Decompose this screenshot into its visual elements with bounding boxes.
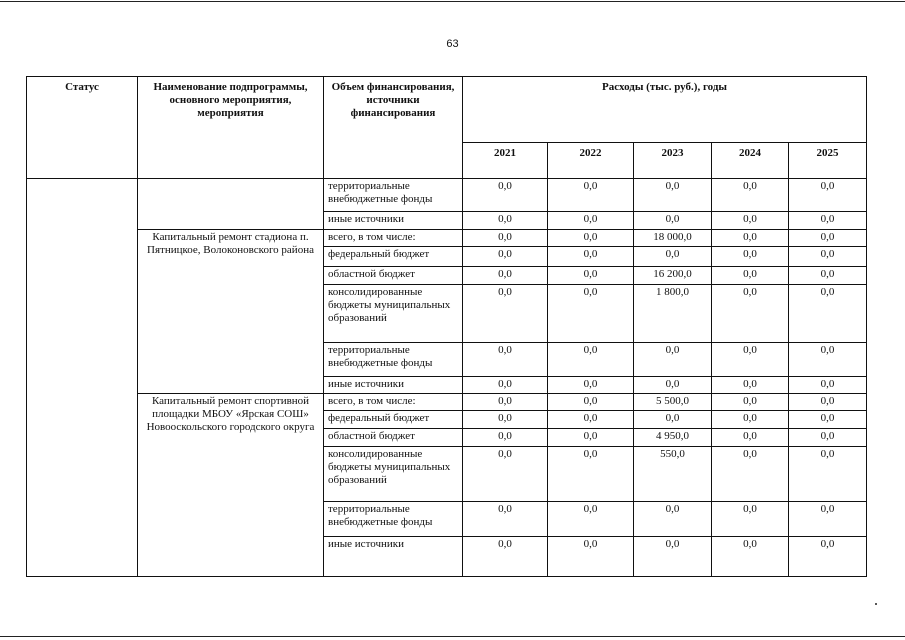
amount-cell: 0,0 (463, 447, 548, 502)
amount-cell: 0,0 (463, 394, 548, 411)
amount-cell: 0,0 (789, 343, 867, 377)
amount-cell: 0,0 (789, 212, 867, 230)
scan-edge-top (0, 1, 905, 2)
amount-cell: 0,0 (789, 537, 867, 577)
amount-cell: 0,0 (463, 429, 548, 447)
amount-cell: 0,0 (463, 285, 548, 343)
amount-cell: 0,0 (634, 212, 712, 230)
amount-cell: 0,0 (712, 343, 789, 377)
header-year: 2025 (789, 143, 867, 179)
amount-cell: 0,0 (789, 230, 867, 247)
page-number: 63 (446, 38, 459, 50)
amount-cell: 0,0 (548, 537, 634, 577)
amount-cell: 0,0 (634, 377, 712, 394)
amount-cell: 0,0 (789, 285, 867, 343)
amount-cell: 0,0 (712, 377, 789, 394)
header-name: Наименование подпрограммы, основного мероприятия, мероприятия (138, 77, 324, 179)
activity-name-cell: Капитальный ремонт стадиона п. Пятницкое, Волоконовского района (138, 230, 324, 394)
header-year: 2021 (463, 143, 548, 179)
amount-cell: 0,0 (789, 377, 867, 394)
amount-cell: 0,0 (712, 447, 789, 502)
amount-cell: 0,0 (548, 267, 634, 285)
amount-cell: 0,0 (712, 394, 789, 411)
amount-cell: 0,0 (548, 429, 634, 447)
amount-cell: 0,0 (789, 411, 867, 429)
scan-edge-bottom (0, 636, 905, 637)
amount-cell: 0,0 (712, 429, 789, 447)
table-row (27, 179, 867, 212)
amount-cell: 0,0 (463, 179, 548, 212)
amount-cell: 0,0 (789, 394, 867, 411)
amount-cell: 0,0 (712, 230, 789, 247)
amount-cell: 0,0 (712, 537, 789, 577)
funding-source-cell: федеральный бюджет (324, 247, 463, 267)
amount-cell: 0,0 (548, 179, 634, 212)
amount-cell: 0,0 (463, 247, 548, 267)
amount-cell: 0,0 (634, 502, 712, 537)
amount-cell: 0,0 (789, 267, 867, 285)
amount-cell: 0,0 (634, 343, 712, 377)
amount-cell: 0,0 (712, 411, 789, 429)
funding-source-cell: областной бюджет (324, 267, 463, 285)
activity-name-cell: Капитальный ремонт спортивной площадки МБОУ «Ярская СОШ» Новооскольского городского округа (138, 394, 324, 577)
amount-cell: 0,0 (789, 447, 867, 502)
funding-source-cell: территориальные внебюджетные фонды (324, 502, 463, 537)
amount-cell: 0,0 (789, 429, 867, 447)
amount-cell: 0,0 (548, 343, 634, 377)
header-expenses: Расходы (тыс. руб.), годы (463, 77, 867, 143)
amount-cell: 1 800,0 (634, 285, 712, 343)
amount-cell: 0,0 (634, 537, 712, 577)
activity-name-cell (138, 179, 324, 230)
funding-source-cell: консолидированные бюджеты муниципальных образований (324, 447, 463, 502)
amount-cell: 0,0 (548, 377, 634, 394)
funding-source-cell: всего, в том числе: (324, 394, 463, 411)
funding-source-cell: иные источники (324, 212, 463, 230)
scan-speck (875, 603, 877, 605)
table-row (27, 230, 867, 247)
budget-table (26, 76, 867, 577)
table-body (27, 179, 867, 577)
funding-source-cell: территориальные внебюджетные фонды (324, 179, 463, 212)
amount-cell: 0,0 (548, 247, 634, 267)
amount-cell: 0,0 (548, 212, 634, 230)
table-header (27, 77, 867, 179)
funding-source-cell: федеральный бюджет (324, 411, 463, 429)
amount-cell: 0,0 (463, 230, 548, 247)
amount-cell: 0,0 (548, 411, 634, 429)
amount-cell: 0,0 (463, 267, 548, 285)
amount-cell: 0,0 (789, 247, 867, 267)
amount-cell: 0,0 (789, 179, 867, 212)
amount-cell: 0,0 (548, 502, 634, 537)
amount-cell: 0,0 (463, 377, 548, 394)
amount-cell: 0,0 (789, 502, 867, 537)
amount-cell: 0,0 (712, 502, 789, 537)
amount-cell: 550,0 (634, 447, 712, 502)
funding-source-cell: территориальные внебюджетные фонды (324, 343, 463, 377)
amount-cell: 0,0 (548, 394, 634, 411)
amount-cell: 16 200,0 (634, 267, 712, 285)
header-status: Статус (27, 77, 138, 179)
amount-cell: 0,0 (712, 267, 789, 285)
amount-cell: 0,0 (712, 212, 789, 230)
amount-cell: 0,0 (548, 285, 634, 343)
amount-cell: 0,0 (463, 502, 548, 537)
amount-cell: 0,0 (463, 343, 548, 377)
amount-cell: 5 500,0 (634, 394, 712, 411)
amount-cell: 0,0 (548, 230, 634, 247)
amount-cell: 0,0 (548, 447, 634, 502)
amount-cell: 0,0 (634, 411, 712, 429)
amount-cell: 0,0 (463, 212, 548, 230)
amount-cell: 0,0 (712, 247, 789, 267)
amount-cell: 18 000,0 (634, 230, 712, 247)
header-year: 2023 (634, 143, 712, 179)
amount-cell: 0,0 (634, 247, 712, 267)
header-year: 2022 (548, 143, 634, 179)
header-year: 2024 (712, 143, 789, 179)
funding-source-cell: консолидированные бюджеты муниципальных образований (324, 285, 463, 343)
amount-cell: 4 950,0 (634, 429, 712, 447)
header-volume: Объем финансирования, источники финансирования (324, 77, 463, 179)
funding-source-cell: всего, в том числе: (324, 230, 463, 247)
amount-cell: 0,0 (712, 179, 789, 212)
amount-cell: 0,0 (463, 411, 548, 429)
funding-source-cell: областной бюджет (324, 429, 463, 447)
funding-source-cell: иные источники (324, 377, 463, 394)
amount-cell: 0,0 (634, 179, 712, 212)
amount-cell: 0,0 (712, 285, 789, 343)
status-cell (27, 179, 138, 577)
amount-cell: 0,0 (463, 537, 548, 577)
table-row (27, 394, 867, 411)
funding-source-cell: иные источники (324, 537, 463, 577)
